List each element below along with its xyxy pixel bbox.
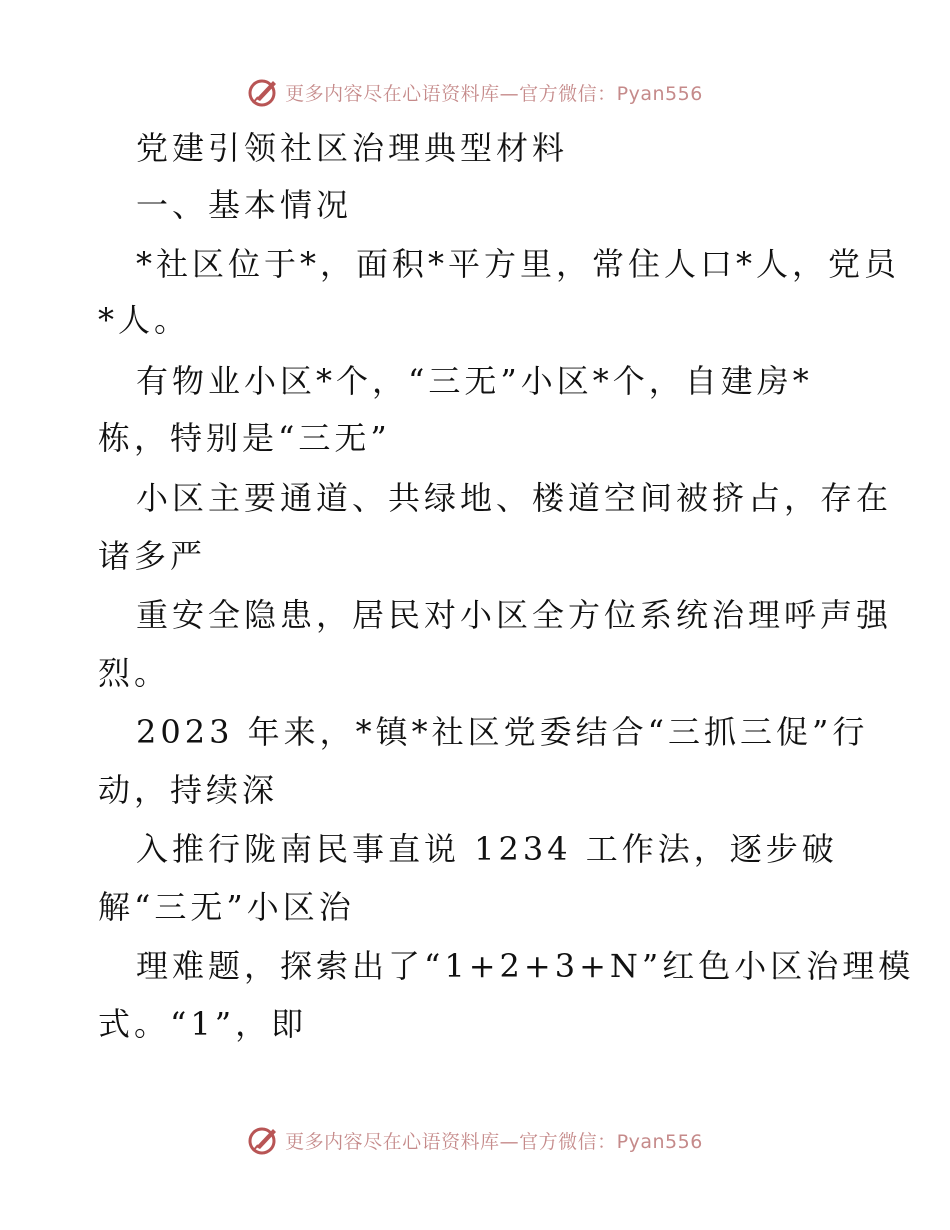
text-line: 小区主要通道、共绿地、楼道空间被挤占，存在 [136,479,893,517]
text-line: 有物业小区*个，“三无”小区*个，自建房* [136,362,813,400]
text-line: 烈。 [98,654,171,692]
watermark-text: 更多内容尽在心语资料库—官方微信：Pyan556 [285,1130,703,1153]
text-line: 一、基本情况 [136,186,353,224]
header-watermark [0,72,950,112]
text-line: *社区位于*，面积*平方里，常住人口*人，党员 [136,245,901,283]
quill-seal-icon [247,75,281,109]
text-line: 入推行陇南民事直说 1234 工作法，逐步破 [136,830,838,868]
text-line: 栋，特别是“三无” [98,419,391,457]
text-line: 2023 年来，*镇*社区党委结合“三抓三促”行 [136,713,869,751]
document-title: 党建引领社区治理典型材料 [136,129,569,167]
text-line: 解“三无”小区治 [98,888,355,926]
text-line: 重安全隐患，居民对小区全方位系统治理呼声强 [136,596,893,634]
footer-watermark [0,1120,950,1160]
text-line: 式。“1”，即 [98,1005,308,1043]
watermark-text: 更多内容尽在心语资料库—官方微信：Pyan556 [285,82,703,105]
text-line: 诸多严 [98,537,207,575]
quill-seal-icon [247,1123,281,1157]
text-line: 理难题，探索出了“1+2+3+N”红色小区治理模 [136,947,915,985]
text-line: *人。 [98,301,191,339]
text-line: 动，持续深 [98,771,279,809]
